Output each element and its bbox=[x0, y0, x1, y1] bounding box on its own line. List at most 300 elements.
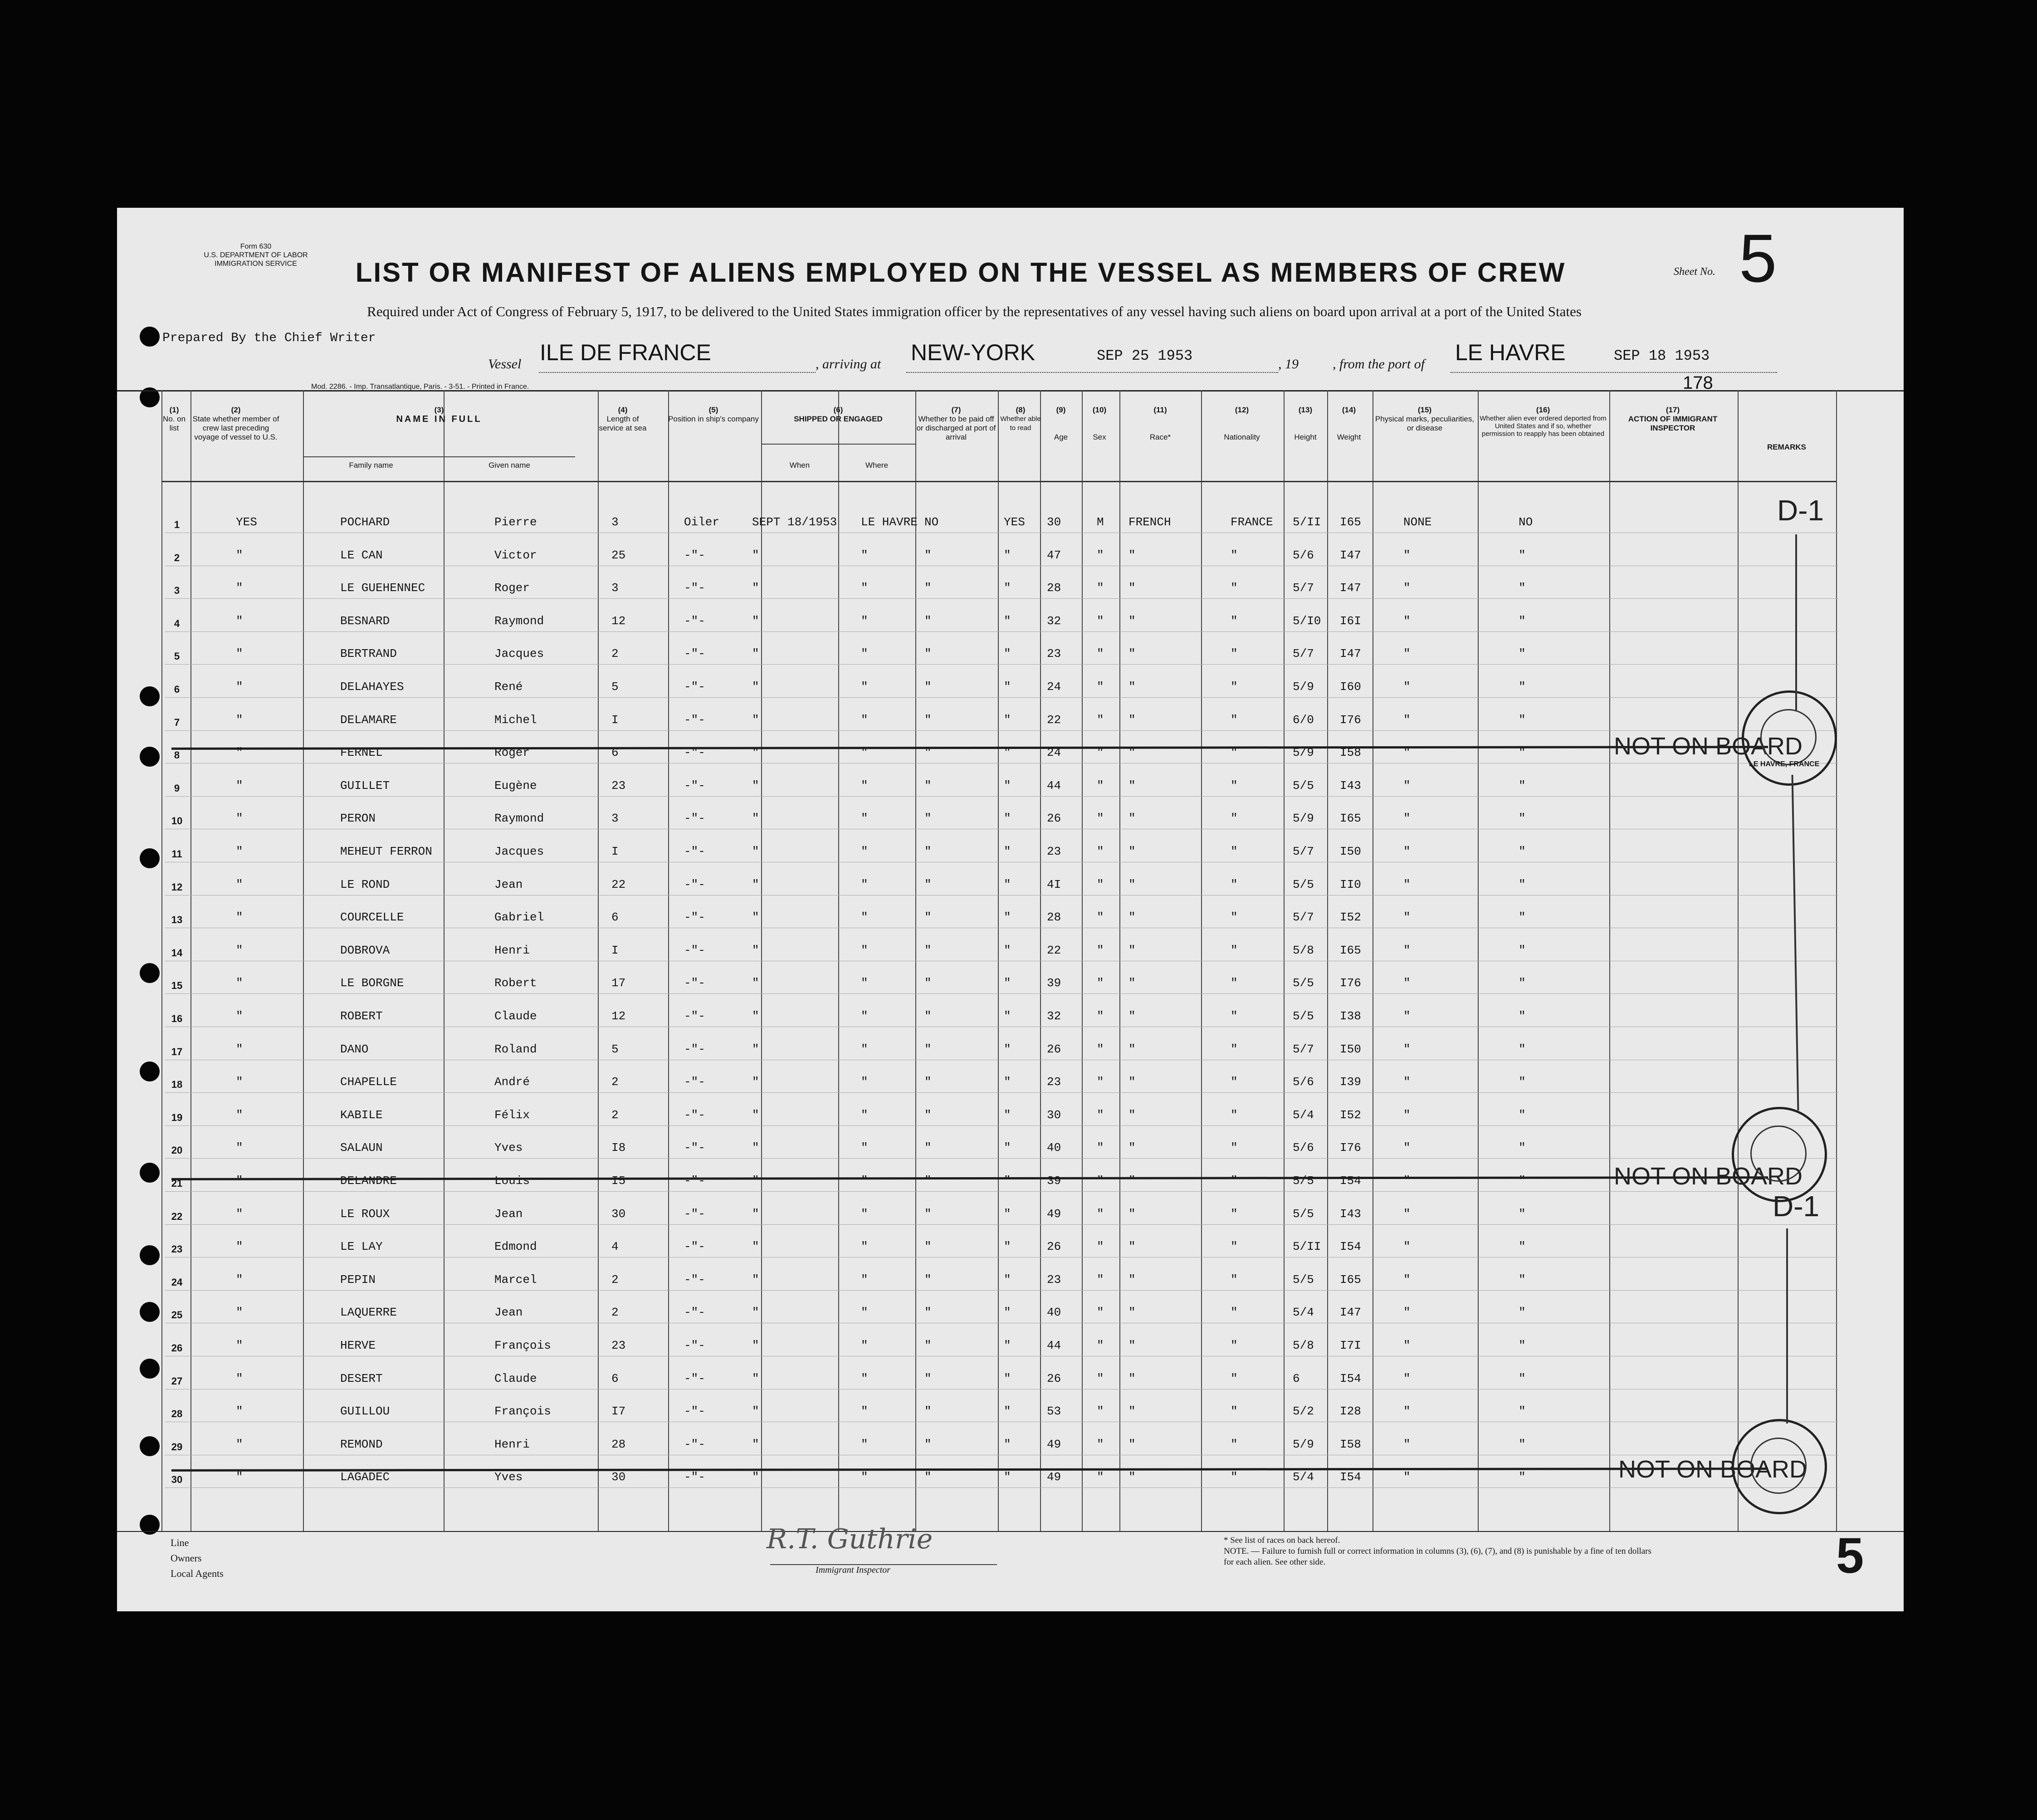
age-cell: 40 bbox=[1047, 1141, 1061, 1155]
deported-cell: " bbox=[1519, 1075, 1526, 1089]
family-name-cell: DELAHAYES bbox=[340, 680, 404, 694]
deported-cell: " bbox=[1519, 845, 1526, 858]
height-cell: 5/9 bbox=[1293, 680, 1314, 694]
height-cell: 5/7 bbox=[1293, 845, 1314, 858]
able-to-read-cell: " bbox=[1004, 1108, 1011, 1122]
col-header-weight: (14) Weight bbox=[1337, 406, 1361, 441]
shipped-when-cell: " bbox=[752, 1306, 759, 1320]
able-to-read-cell: " bbox=[1004, 1174, 1011, 1188]
able-to-read-cell: " bbox=[1004, 1207, 1011, 1221]
family-name-cell: SALAUN bbox=[340, 1141, 383, 1155]
service-length-cell: 2 bbox=[611, 1272, 619, 1287]
deported-cell: " bbox=[1519, 1371, 1526, 1385]
paid-off-cell: " bbox=[924, 1437, 932, 1451]
nationality-cell: " bbox=[1231, 1207, 1238, 1221]
row-30-strikethrough bbox=[171, 1468, 1768, 1472]
age-cell: 30 bbox=[1047, 515, 1061, 529]
given-name-cell: Gabriel bbox=[494, 910, 544, 925]
family-name-cell: LE CAN bbox=[340, 548, 383, 562]
punch-hole bbox=[140, 1359, 160, 1379]
physical-marks-cell: " bbox=[1403, 1404, 1411, 1419]
prev-voyage-cell: " bbox=[236, 1207, 243, 1221]
immigration-stamp bbox=[1742, 690, 1837, 786]
row-rule bbox=[165, 598, 1838, 599]
shipped-where-cell: " bbox=[861, 746, 868, 760]
prev-voyage-cell: " bbox=[236, 548, 243, 562]
age-cell: 39 bbox=[1047, 976, 1061, 990]
sex-cell: " bbox=[1097, 1141, 1104, 1155]
service-length-cell: 2 bbox=[611, 1075, 619, 1089]
position-cell: -"- bbox=[684, 1108, 705, 1122]
given-name-cell: Claude bbox=[494, 1371, 537, 1385]
service-length-cell: I7 bbox=[611, 1404, 626, 1419]
shipped-when-cell: " bbox=[752, 1207, 759, 1221]
sex-cell: M bbox=[1097, 515, 1104, 529]
shipped-where-cell: " bbox=[861, 1108, 868, 1122]
paid-off-cell: " bbox=[924, 1009, 932, 1023]
height-cell: 5/5 bbox=[1293, 1272, 1314, 1287]
deported-cell: " bbox=[1519, 943, 1526, 957]
penalty-note: NOTE. — Failure to furnish full or correct information in columns (3), (6), (7), and (8) is punishable by a fine of ten dollars for each alien. See other side. bbox=[1224, 1546, 1651, 1567]
service-length-cell: 6 bbox=[611, 910, 619, 925]
age-cell: 47 bbox=[1047, 548, 1061, 562]
paid-off-cell: " bbox=[924, 910, 932, 925]
paid-off-cell: " bbox=[924, 1207, 932, 1221]
height-cell: 5/6 bbox=[1293, 1075, 1314, 1089]
paid-off-cell: " bbox=[924, 1470, 932, 1484]
height-cell: 5/II bbox=[1293, 515, 1321, 529]
footer-owners-label: Owners bbox=[171, 1552, 202, 1564]
physical-marks-cell: " bbox=[1403, 1075, 1411, 1089]
row-rule bbox=[165, 1125, 1838, 1126]
position-cell: -"- bbox=[684, 647, 705, 661]
position-cell: -"- bbox=[684, 943, 705, 957]
paid-off-cell: " bbox=[924, 548, 932, 562]
sex-cell: " bbox=[1097, 1306, 1104, 1320]
row-rule bbox=[165, 796, 1838, 797]
row-number: 12 bbox=[171, 881, 183, 893]
physical-marks-cell: " bbox=[1403, 1437, 1411, 1451]
shipped-when-cell: " bbox=[752, 1272, 759, 1287]
service-length-cell: I bbox=[611, 943, 619, 957]
given-name-cell: François bbox=[494, 1339, 551, 1352]
deported-cell: " bbox=[1519, 1339, 1526, 1352]
family-name-cell: GUILLET bbox=[340, 778, 390, 793]
row-8-strikethrough bbox=[171, 746, 1768, 750]
shipped-where-cell: " bbox=[861, 845, 868, 858]
punch-hole bbox=[140, 1062, 160, 1081]
col-header-race: (11) Race* bbox=[1149, 406, 1171, 441]
shipped-where-cell: " bbox=[861, 778, 868, 793]
weight-cell: I76 bbox=[1340, 713, 1361, 727]
shipped-where-cell: " bbox=[861, 812, 868, 826]
nationality-cell: " bbox=[1231, 680, 1238, 694]
race-cell: " bbox=[1128, 1437, 1136, 1451]
row-number: 5 bbox=[174, 651, 180, 662]
service-length-cell: 22 bbox=[611, 877, 626, 891]
able-to-read-cell: " bbox=[1004, 943, 1011, 957]
physical-marks-cell: " bbox=[1403, 647, 1411, 661]
service-length-cell: 5 bbox=[611, 680, 619, 694]
position-cell: -"- bbox=[684, 778, 705, 793]
given-name-cell: Roger bbox=[494, 746, 530, 760]
weight-cell: I38 bbox=[1340, 1009, 1361, 1023]
physical-marks-cell: " bbox=[1403, 910, 1411, 925]
service-length-cell: 28 bbox=[611, 1437, 626, 1451]
shipped-when-cell: " bbox=[752, 845, 759, 858]
weight-cell: I47 bbox=[1340, 581, 1361, 595]
weight-cell: I54 bbox=[1340, 1470, 1361, 1484]
punch-hole bbox=[140, 1302, 160, 1322]
physical-marks-cell: " bbox=[1403, 581, 1411, 595]
prev-voyage-cell: " bbox=[236, 1371, 243, 1385]
service-length-cell: 3 bbox=[611, 812, 619, 826]
height-cell: 5/II bbox=[1293, 1240, 1321, 1254]
shipped-where-cell: " bbox=[861, 1437, 868, 1451]
position-cell: -"- bbox=[684, 548, 705, 562]
position-cell: -"- bbox=[684, 976, 705, 990]
shipped-where-cell: " bbox=[861, 976, 868, 990]
nationality-cell: " bbox=[1231, 943, 1238, 957]
shipped-when-cell: " bbox=[752, 1075, 759, 1089]
col-header-sex: (10) Sex bbox=[1092, 406, 1107, 441]
weight-cell: I65 bbox=[1340, 1272, 1361, 1287]
weight-cell: I43 bbox=[1340, 778, 1361, 793]
deported-cell: " bbox=[1519, 614, 1526, 628]
sex-cell: " bbox=[1097, 1470, 1104, 1484]
row-number: 4 bbox=[174, 617, 180, 629]
row-rule bbox=[165, 1158, 1838, 1159]
shipped-where-cell: " bbox=[861, 1470, 868, 1484]
weight-cell: I76 bbox=[1340, 976, 1361, 990]
physical-marks-cell: " bbox=[1403, 614, 1411, 628]
races-note: * See list of races on back hereof. bbox=[1224, 1536, 1340, 1545]
age-cell: 32 bbox=[1047, 614, 1061, 628]
family-name-cell: LAQUERRE bbox=[340, 1306, 397, 1320]
able-to-read-cell: " bbox=[1004, 581, 1011, 595]
row-rule bbox=[165, 730, 1838, 731]
able-to-read-cell: " bbox=[1004, 1306, 1011, 1320]
deported-cell: " bbox=[1519, 877, 1526, 891]
paid-off-cell: " bbox=[924, 976, 932, 990]
row-rule bbox=[165, 1487, 1838, 1488]
prev-voyage-cell: " bbox=[236, 1437, 243, 1451]
page-title: LIST OR MANIFEST OF ALIENS EMPLOYED ON THE VESSEL AS MEMBERS OF CREW bbox=[355, 257, 1566, 288]
sex-cell: " bbox=[1097, 647, 1104, 661]
sex-cell: " bbox=[1097, 778, 1104, 793]
shipped-where-cell: " bbox=[861, 647, 868, 661]
race-cell: " bbox=[1128, 746, 1136, 760]
row-number: 26 bbox=[171, 1342, 183, 1354]
sex-cell: " bbox=[1097, 614, 1104, 628]
shipped-where-cell: " bbox=[861, 1141, 868, 1155]
shipped-where-cell: " bbox=[861, 1240, 868, 1254]
row-21-strikethrough bbox=[171, 1176, 1768, 1180]
family-name-cell: GUILLOU bbox=[340, 1404, 390, 1419]
paid-off-cell: " bbox=[924, 1404, 932, 1419]
nationality-cell: " bbox=[1231, 1141, 1238, 1155]
prev-voyage-cell: " bbox=[236, 1240, 243, 1254]
age-cell: 23 bbox=[1047, 845, 1061, 858]
deported-cell: " bbox=[1519, 1437, 1526, 1451]
row-number: 15 bbox=[171, 980, 183, 992]
row-number: 27 bbox=[171, 1375, 183, 1387]
paid-off-cell: " bbox=[924, 943, 932, 957]
row-number: 6 bbox=[174, 684, 180, 695]
service-length-cell: 17 bbox=[611, 976, 626, 990]
shipped-when-cell: " bbox=[752, 1042, 759, 1056]
footer-rule bbox=[117, 1531, 1904, 1532]
sex-cell: " bbox=[1097, 1108, 1104, 1122]
sex-cell: " bbox=[1097, 1404, 1104, 1419]
shipped-where-cell: " bbox=[861, 581, 868, 595]
weight-cell: I52 bbox=[1340, 1108, 1361, 1122]
shipped-where-cell: " bbox=[861, 680, 868, 694]
shipped-where-cell: " bbox=[861, 877, 868, 891]
shipped-when-cell: " bbox=[752, 1339, 759, 1352]
position-cell: -"- bbox=[684, 1272, 705, 1287]
position-cell: -"- bbox=[684, 812, 705, 826]
able-to-read-cell: " bbox=[1004, 1042, 1011, 1056]
prev-voyage-cell: " bbox=[236, 1075, 243, 1089]
race-cell: " bbox=[1128, 1141, 1136, 1155]
age-cell: 44 bbox=[1047, 1339, 1061, 1352]
position-cell: -"- bbox=[684, 1437, 705, 1451]
height-cell: 5/6 bbox=[1293, 1141, 1314, 1155]
deported-cell: NO bbox=[1519, 515, 1533, 529]
paid-off-cell: " bbox=[924, 1339, 932, 1352]
shipped-where-cell: " bbox=[861, 1207, 868, 1221]
family-name-cell: FERNEL bbox=[340, 746, 383, 760]
sex-cell: " bbox=[1097, 581, 1104, 595]
age-cell: 22 bbox=[1047, 943, 1061, 957]
nationality-cell: " bbox=[1231, 812, 1238, 826]
position-cell: -"- bbox=[684, 1371, 705, 1385]
immigration-stamp bbox=[1732, 1107, 1827, 1202]
service-length-cell: 2 bbox=[611, 1306, 619, 1320]
given-name-cell: Félix bbox=[494, 1108, 530, 1122]
service-length-cell: 6 bbox=[611, 746, 619, 760]
deported-cell: " bbox=[1519, 1009, 1526, 1023]
shipped-when-cell: " bbox=[752, 1141, 759, 1155]
col-header-position: (5) Position in ship's company bbox=[668, 406, 759, 423]
row-number: 17 bbox=[171, 1046, 183, 1057]
punch-hole bbox=[140, 1163, 160, 1183]
remark-bracket-line bbox=[1795, 534, 1797, 711]
shipped-where-cell: " bbox=[861, 1404, 868, 1419]
col-header-age: (9) Age bbox=[1054, 406, 1068, 441]
sex-cell: " bbox=[1097, 910, 1104, 925]
physical-marks-cell: " bbox=[1403, 1009, 1411, 1023]
nationality-cell: " bbox=[1231, 713, 1238, 727]
shipped-when-cell: " bbox=[752, 1437, 759, 1451]
physical-marks-cell: " bbox=[1403, 1174, 1411, 1188]
race-cell: " bbox=[1128, 680, 1136, 694]
age-cell: 26 bbox=[1047, 1371, 1061, 1385]
age-cell: 23 bbox=[1047, 1075, 1061, 1089]
family-name-cell: BESNARD bbox=[340, 614, 390, 628]
row-number: 25 bbox=[171, 1309, 183, 1321]
row-number: 24 bbox=[171, 1276, 183, 1288]
height-cell: 5/9 bbox=[1293, 812, 1314, 826]
sex-cell: " bbox=[1097, 877, 1104, 891]
sex-cell: " bbox=[1097, 1437, 1104, 1451]
height-cell: 5/6 bbox=[1293, 548, 1314, 562]
form-number: Form 630 bbox=[240, 243, 272, 250]
able-to-read-cell: " bbox=[1004, 1272, 1011, 1287]
col-header-inspector-action: (17) ACTION OF IMMIGRANT INSPECTOR bbox=[1628, 406, 1718, 432]
service-name: IMMIGRATION SERVICE bbox=[215, 260, 297, 268]
height-cell: 5/5 bbox=[1293, 1174, 1314, 1188]
paid-off-cell: " bbox=[924, 1108, 932, 1122]
header-bottom-rule bbox=[161, 481, 1836, 482]
height-cell: 5/8 bbox=[1293, 1339, 1314, 1352]
age-cell: 24 bbox=[1047, 680, 1061, 694]
shipped-where-cell: " bbox=[861, 1371, 868, 1385]
weight-cell: I43 bbox=[1340, 1207, 1361, 1221]
physical-marks-cell: " bbox=[1403, 1306, 1411, 1320]
row-number: 30 bbox=[171, 1474, 183, 1486]
paid-off-cell: NO bbox=[924, 515, 939, 529]
deported-cell: " bbox=[1519, 746, 1526, 760]
prev-voyage-cell: " bbox=[236, 1009, 243, 1023]
able-to-read-cell: YES bbox=[1004, 515, 1025, 529]
physical-marks-cell: " bbox=[1403, 845, 1411, 858]
race-cell: " bbox=[1128, 1075, 1136, 1089]
family-name-cell: BERTRAND bbox=[340, 647, 397, 661]
sex-cell: " bbox=[1097, 746, 1104, 760]
given-name-cell: Marcel bbox=[494, 1272, 537, 1287]
weight-cell: II0 bbox=[1340, 877, 1361, 891]
weight-cell: I54 bbox=[1340, 1174, 1361, 1188]
weight-cell: I6I bbox=[1340, 614, 1361, 628]
nationality-cell: " bbox=[1231, 614, 1238, 628]
arriving-port: NEW-YORK bbox=[911, 340, 1036, 365]
deported-cell: " bbox=[1519, 1174, 1526, 1188]
nationality-cell: " bbox=[1231, 1042, 1238, 1056]
prev-voyage-cell: YES bbox=[236, 515, 257, 529]
nationality-cell: " bbox=[1231, 647, 1238, 661]
service-length-cell: 30 bbox=[611, 1470, 626, 1484]
shipped-when-cell: " bbox=[752, 943, 759, 957]
shipped-where-cell: LE HAVRE bbox=[861, 515, 918, 529]
row-number: 19 bbox=[171, 1111, 183, 1123]
shipped-when-cell: " bbox=[752, 713, 759, 727]
deported-cell: " bbox=[1519, 647, 1526, 661]
position-cell: -"- bbox=[684, 1042, 705, 1056]
height-cell: 5/4 bbox=[1293, 1108, 1314, 1122]
shipped-when-cell: " bbox=[752, 548, 759, 562]
printer-line: Mod. 2286. - Imp. Transatlantique, Paris. - 3-51. - Printed in France. bbox=[311, 383, 529, 391]
family-name-cell: PERON bbox=[340, 812, 376, 826]
row-number: 14 bbox=[171, 947, 183, 959]
row-rule bbox=[165, 1224, 1838, 1225]
prev-voyage-cell: " bbox=[236, 1108, 243, 1122]
able-to-read-cell: " bbox=[1004, 1470, 1011, 1484]
weight-cell: I60 bbox=[1340, 680, 1361, 694]
shipped-when-cell: " bbox=[752, 910, 759, 925]
family-name-cell: LE LAY bbox=[340, 1240, 383, 1254]
row-rule bbox=[165, 1290, 1838, 1291]
col-header-nationality: (12) Nationality bbox=[1224, 406, 1260, 441]
position-cell: -"- bbox=[684, 1207, 705, 1221]
family-name-cell: LAGADEC bbox=[340, 1470, 390, 1484]
able-to-read-cell: " bbox=[1004, 548, 1011, 562]
nationality-cell: " bbox=[1231, 877, 1238, 891]
race-cell: " bbox=[1128, 1371, 1136, 1385]
able-to-read-cell: " bbox=[1004, 1141, 1011, 1155]
from-port-label: , from the port of bbox=[1333, 357, 1425, 372]
position-cell: -"- bbox=[684, 680, 705, 694]
able-to-read-cell: " bbox=[1004, 1009, 1011, 1023]
service-length-cell: I bbox=[611, 713, 619, 727]
service-length-cell: 6 bbox=[611, 1371, 619, 1385]
height-cell: 5/7 bbox=[1293, 910, 1314, 925]
paid-off-cell: " bbox=[924, 845, 932, 858]
row-number: 13 bbox=[171, 914, 183, 926]
shipped-when-cell: " bbox=[752, 746, 759, 760]
age-cell: 49 bbox=[1047, 1437, 1061, 1451]
deported-cell: " bbox=[1519, 581, 1526, 595]
family-name-cell: CHAPELLE bbox=[340, 1075, 397, 1089]
service-length-cell: 12 bbox=[611, 614, 626, 628]
deported-cell: " bbox=[1519, 1306, 1526, 1320]
shipped-where-cell: " bbox=[861, 1306, 868, 1320]
race-cell: " bbox=[1128, 943, 1136, 957]
nationality-cell: " bbox=[1231, 778, 1238, 793]
prev-voyage-cell: " bbox=[236, 581, 243, 595]
nationality-cell: FRANCE bbox=[1231, 515, 1273, 529]
not-on-board-note: NOT ON BOARD bbox=[1614, 733, 1803, 760]
nationality-cell: " bbox=[1231, 581, 1238, 595]
sex-cell: " bbox=[1097, 713, 1104, 727]
col-header-height: (13) Height bbox=[1294, 406, 1317, 441]
race-cell: " bbox=[1128, 647, 1136, 661]
deported-cell: " bbox=[1519, 1141, 1526, 1155]
col-header-family-name: Family name bbox=[349, 461, 393, 470]
shipped-when-cell: " bbox=[752, 1470, 759, 1484]
prev-voyage-cell: " bbox=[236, 845, 243, 858]
prev-voyage-cell: " bbox=[236, 614, 243, 628]
given-name-cell: Victor bbox=[494, 548, 537, 562]
shipped-where-cell: " bbox=[861, 1339, 868, 1352]
sex-cell: " bbox=[1097, 1339, 1104, 1352]
given-name-cell: Pierre bbox=[494, 515, 537, 529]
able-to-read-cell: " bbox=[1004, 680, 1011, 694]
service-length-cell: 2 bbox=[611, 647, 619, 661]
height-cell: 6 bbox=[1293, 1371, 1300, 1385]
sex-cell: " bbox=[1097, 1075, 1104, 1089]
given-name-cell: Jacques bbox=[494, 845, 544, 858]
paid-off-cell: " bbox=[924, 877, 932, 891]
family-name-cell: COURCELLE bbox=[340, 910, 404, 925]
deported-cell: " bbox=[1519, 1108, 1526, 1122]
shipped-where-cell: " bbox=[861, 713, 868, 727]
paid-off-cell: " bbox=[924, 1240, 932, 1254]
able-to-read-cell: " bbox=[1004, 812, 1011, 826]
height-cell: 5/8 bbox=[1293, 943, 1314, 957]
arriving-label: , arriving at bbox=[816, 357, 881, 372]
nationality-cell: " bbox=[1231, 1075, 1238, 1089]
shipped-when-cell: " bbox=[752, 1371, 759, 1385]
shipped-when-cell: " bbox=[752, 877, 759, 891]
prev-voyage-cell: " bbox=[236, 1404, 243, 1419]
nationality-cell: " bbox=[1231, 548, 1238, 562]
height-cell: 5/5 bbox=[1293, 778, 1314, 793]
deported-cell: " bbox=[1519, 812, 1526, 826]
service-length-cell: 2 bbox=[611, 1108, 619, 1122]
family-name-cell: LE GUEHENNEC bbox=[340, 581, 425, 595]
